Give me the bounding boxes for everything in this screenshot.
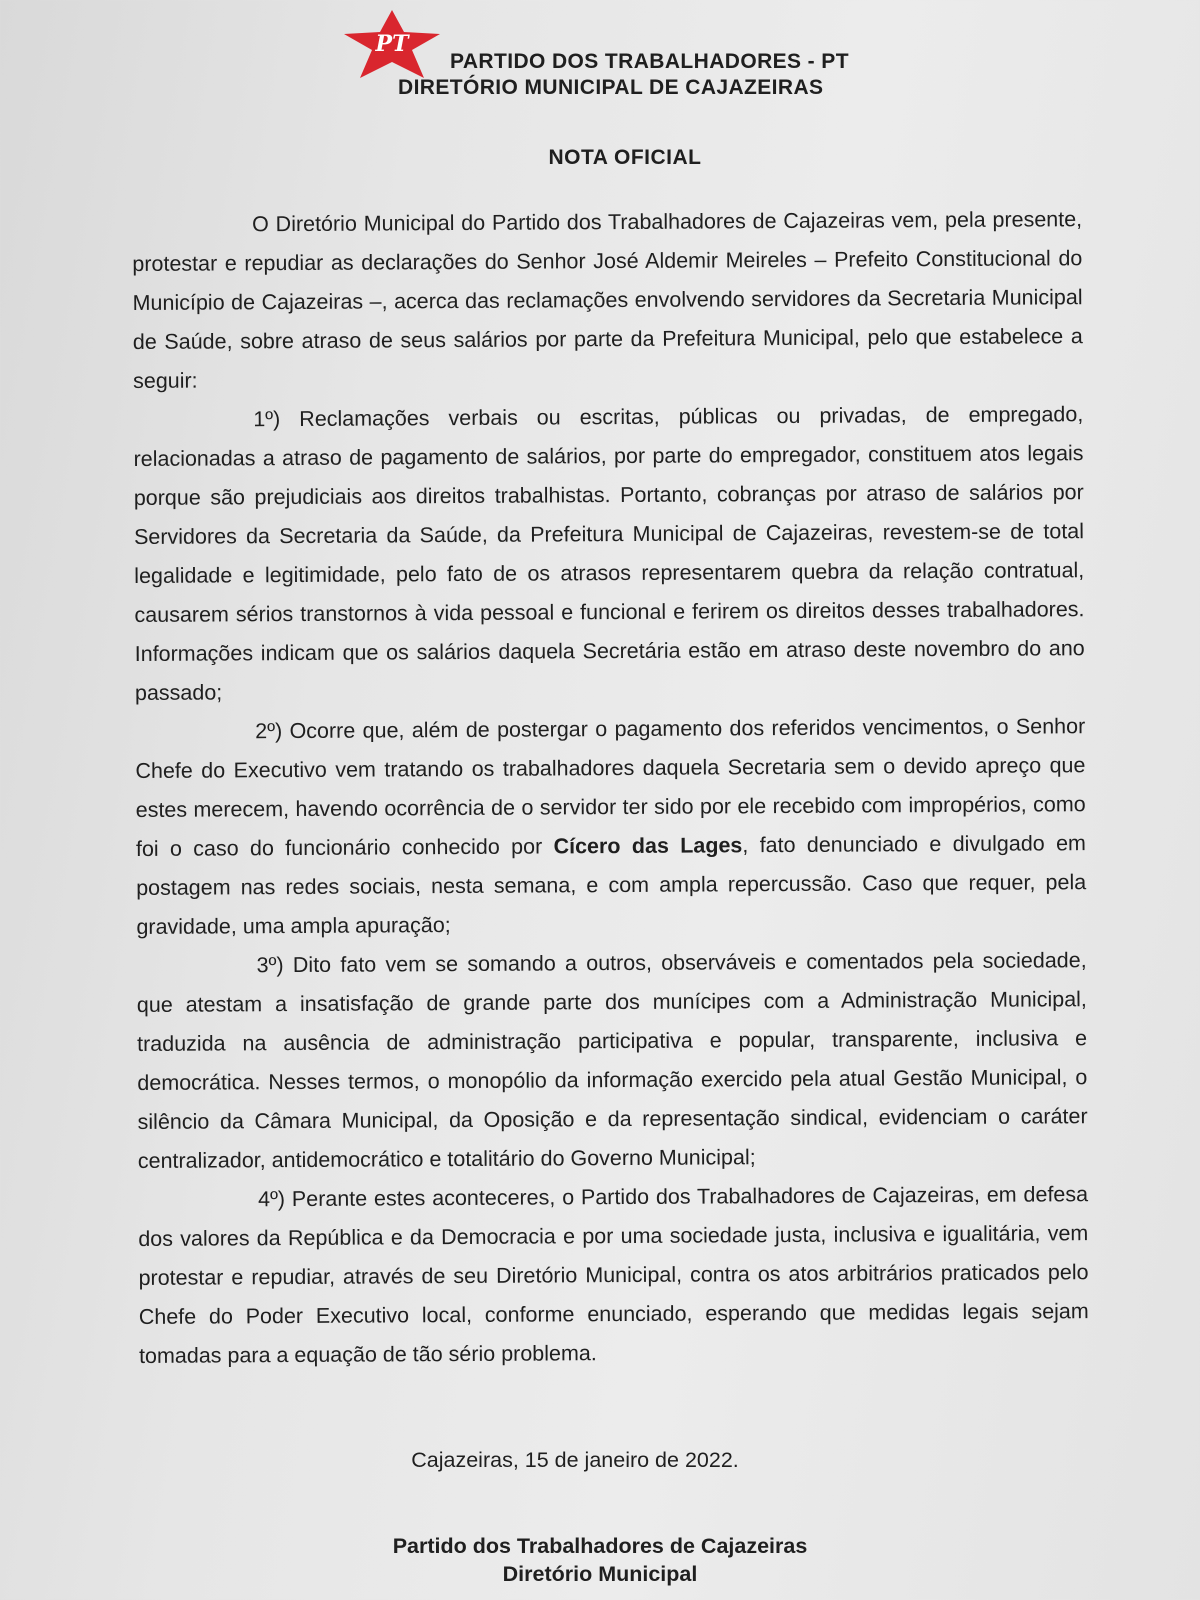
document-body bbox=[132, 200, 1089, 1376]
point-2-paragraph bbox=[135, 707, 1086, 947]
highlighted-name: Cícero das Lages bbox=[553, 833, 743, 859]
pt-star-logo bbox=[340, 10, 444, 78]
signature-line-2: Diretório Municipal bbox=[502, 1562, 698, 1586]
signature-line-1: Partido dos Trabalhadores de Cajazeiras bbox=[392, 1534, 808, 1558]
point-2-text-before: 2º) Ocorre que, além de postergar o pagamento dos referidos vencimentos, o Senhor Chefe do Executivo vem tratando os trabalhadores daquela Secretaria sem o devido apreço que estes merecem, havendo ocorrência de o servidor ter sido por ele recebido com impropérios, como foi o caso do funcionário conhecido por bbox=[135, 714, 1086, 861]
logo-text: PT bbox=[375, 31, 409, 57]
point-3-paragraph: 3º) Dito fato vem se somando a outros, observáveis e comentados pela sociedade, que atestam a insatisfação de grande parte dos munícipes com a Administração Municipal, traduzida na ausência de administração participativa e popular, transparente, inclusiva e democrática. Nesses termos, o monopólio da informação exercido pela atual Gestão Municipal, o silêncio da Câmara Municipal, da Oposição e da representação sindical, evidenciam o caráter centralizador, antidemocrático e totalitário do Governo Municipal; bbox=[136, 948, 1088, 1173]
point-1-paragraph: 1º) Reclamações verbais ou escritas, públicas ou privadas, de empregado, relacionadas a atraso de pagamento de salários, por parte do empregador, constituem atos legais porque são prejudiciais aos direitos trabalhistas. Portanto, cobranças por atraso de salários por Servidores da Secretaria da Saúde, da Prefeitura Municipal de Cajazeiras, revestem-se de total legalidade e legitimidade, pelo fato de os atrasos representarem quebra da relação contratual, causarem sérios transtornos à vida pessoal e funcional e ferirem os direitos desses trabalhadores. Informações indicam que os salários daquela Secretária estão em atraso deste novembro do ano passado; bbox=[133, 402, 1085, 705]
party-name: PARTIDO DOS TRABALHADORES - PT bbox=[450, 50, 849, 73]
letterhead bbox=[340, 10, 900, 110]
intro-paragraph: O Diretório Municipal do Partido dos Trabalhadores de Cajazeiras vem, pela presente, protestar e repudiar as declarações do Senhor José Aldemir Meireles – Prefeito Constitucional do Município de Cajazeiras –, acerca das reclamações envolvendo servidores da Secretaria Municipal de Saúde, sobre atraso de seus salários por parte da Prefeitura Municipal, pelo que estabelece a seguir: bbox=[132, 207, 1083, 393]
document-title: NOTA OFICIAL bbox=[548, 146, 702, 169]
date-line: Cajazeiras, 15 de janeiro de 2022. bbox=[411, 1448, 739, 1472]
point-2-text-after: , fato denunciado e divulgado em postagem nas redes sociais, nesta semana, e com ampla repercussão. Caso que requer, pela gravidade, uma ampla apuração; bbox=[136, 831, 1087, 939]
directory-name: DIRETÓRIO MUNICIPAL DE CAJAZEIRAS bbox=[398, 76, 824, 99]
signature-block bbox=[0, 1532, 1200, 1588]
point-4-paragraph: 4º) Perante estes aconteceres, o Partido dos Trabalhadores de Cajazeiras, em defesa dos valores da República e da Democracia e por uma sociedade justa, inclusiva e igualitária, vem protestar e repudiar, através de seu Diretório Municipal, contra os atos arbitrários praticados pelo Chefe do Poder Executivo local, conforme enunciado, esperando que medidas legais sejam tomadas para a equação de tão sério problema. bbox=[138, 1182, 1089, 1368]
